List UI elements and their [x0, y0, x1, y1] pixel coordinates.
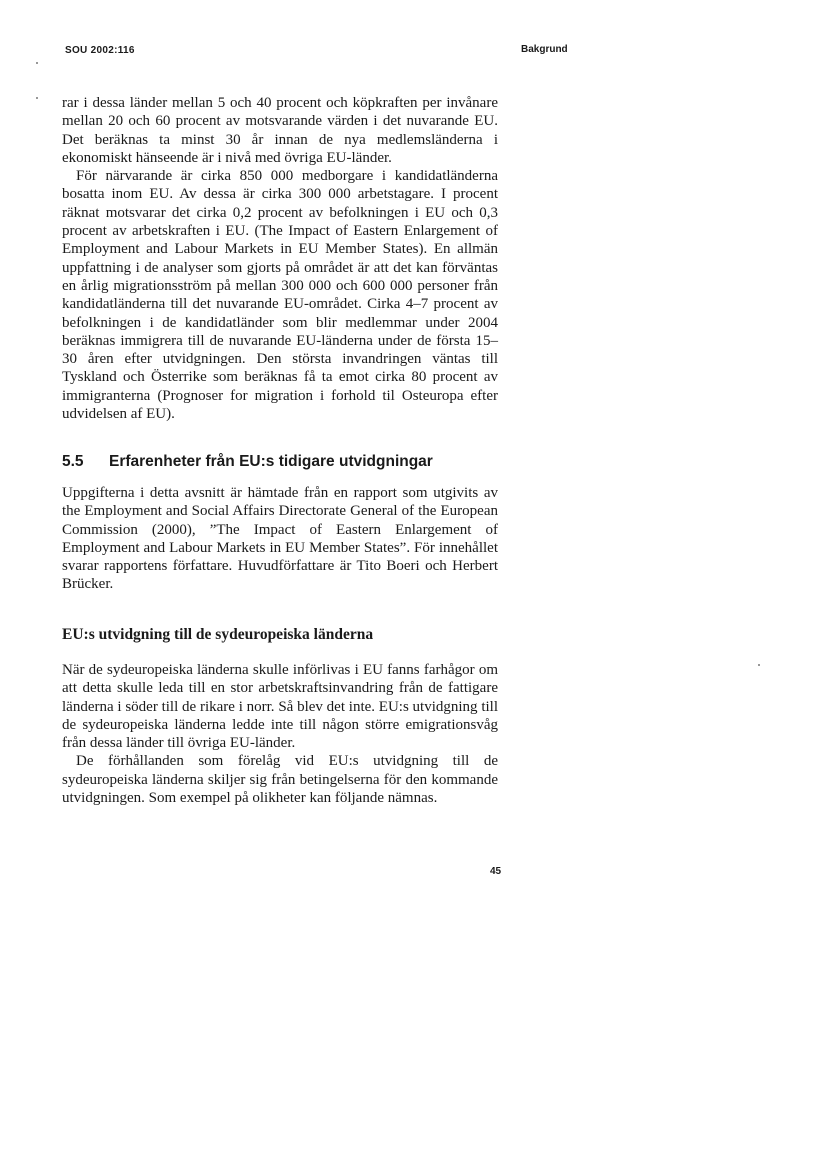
paragraph: För närvarande är cirka 850 000 medborgare i kandidatländerna bosatta inom EU. Av dessa är cirka 300 000 arbetstagare. I procent räknat motsvarar det cirka 0,2 procent av befolkningen i EU och 0,3 procent av arbetskraften i EU. (The Impact of Eastern Enlargement of Employment and Labour Markets in EU Member States). En allmän uppfattning i de analyser som gjorts på området är att det kan förväntas en årlig migrationsström på mellan 300 000 och 600 000 personer från kandidatländerna till det nuvarande EU-området. Cirka 4–7 procent av befolkningen i de kandidatländer som blir medlemmar under 2004 beräknas immigrera till de nuvarande EU-länderna under de första 15–30 åren efter utvidgningen. Den största invandringen väntas till Tyskland och Österrike som beräknas få ta emot cirka 80 procent av immigranterna (Prognoser for migration i forhold til Osteuropa efter udvidelsen af EU). — [62, 168, 498, 423]
body-text-block — [62, 484, 498, 594]
scan-speck — [758, 664, 760, 666]
body-text-block — [62, 94, 498, 423]
paragraph: rar i dessa länder mellan 5 och 40 procent och köpkraften per invånare mellan 20 och 60 procent av motsvarande värden i det nuvarande EU. Det beräknas ta minst 30 år innan de nya medlemsländerna i ekonomiskt hänseende är i nivå med övriga EU-länder. — [62, 95, 498, 166]
subsection-heading: EU:s utvidgning till de sydeuropeiska länderna — [62, 626, 374, 643]
paragraph: Uppgifterna i detta avsnitt är hämtade från en rapport som utgivits av the Employment and Social Affairs Directorate General of the European Commission (2000), ”The Impact of Eastern Enlargement of Employment and Labour Markets in EU Member States”. För innehållet svarar rapportens författare. Huvudförfattare är Tito Boeri och Herbert Brücker. — [62, 485, 498, 593]
running-header-chapter: Bakgrund — [521, 44, 568, 55]
running-header-report-id: SOU 2002:116 — [65, 45, 135, 56]
section-heading — [62, 453, 433, 471]
paragraph: När de sydeuropeiska länderna skulle införlivas i EU fanns farhågor om att detta skulle leda till en stor arbetskraftsinvandring från de fattigare länderna i söder till de rikare i norr. Så blev det inte. EU:s utvidgning till de sydeuropeiska länderna ledde inte till någon större emigrationsvåg från dessa länder till övriga EU-länder. — [62, 662, 498, 752]
body-text-block — [62, 661, 498, 807]
paragraph: De förhållanden som förelåg vid EU:s utvidgning till de sydeuropeiska länderna skiljer sig från betingelserna för den kommande utvidgningen. Som exempel på olikheter kan följande nämnas. — [62, 753, 498, 807]
page-number: 45 — [490, 866, 502, 877]
section-number: 5.5 — [62, 453, 84, 470]
scan-speck — [36, 62, 38, 64]
scan-speck — [36, 97, 38, 99]
section-title: Erfarenheter från EU:s tidigare utvidgningar — [109, 453, 433, 470]
